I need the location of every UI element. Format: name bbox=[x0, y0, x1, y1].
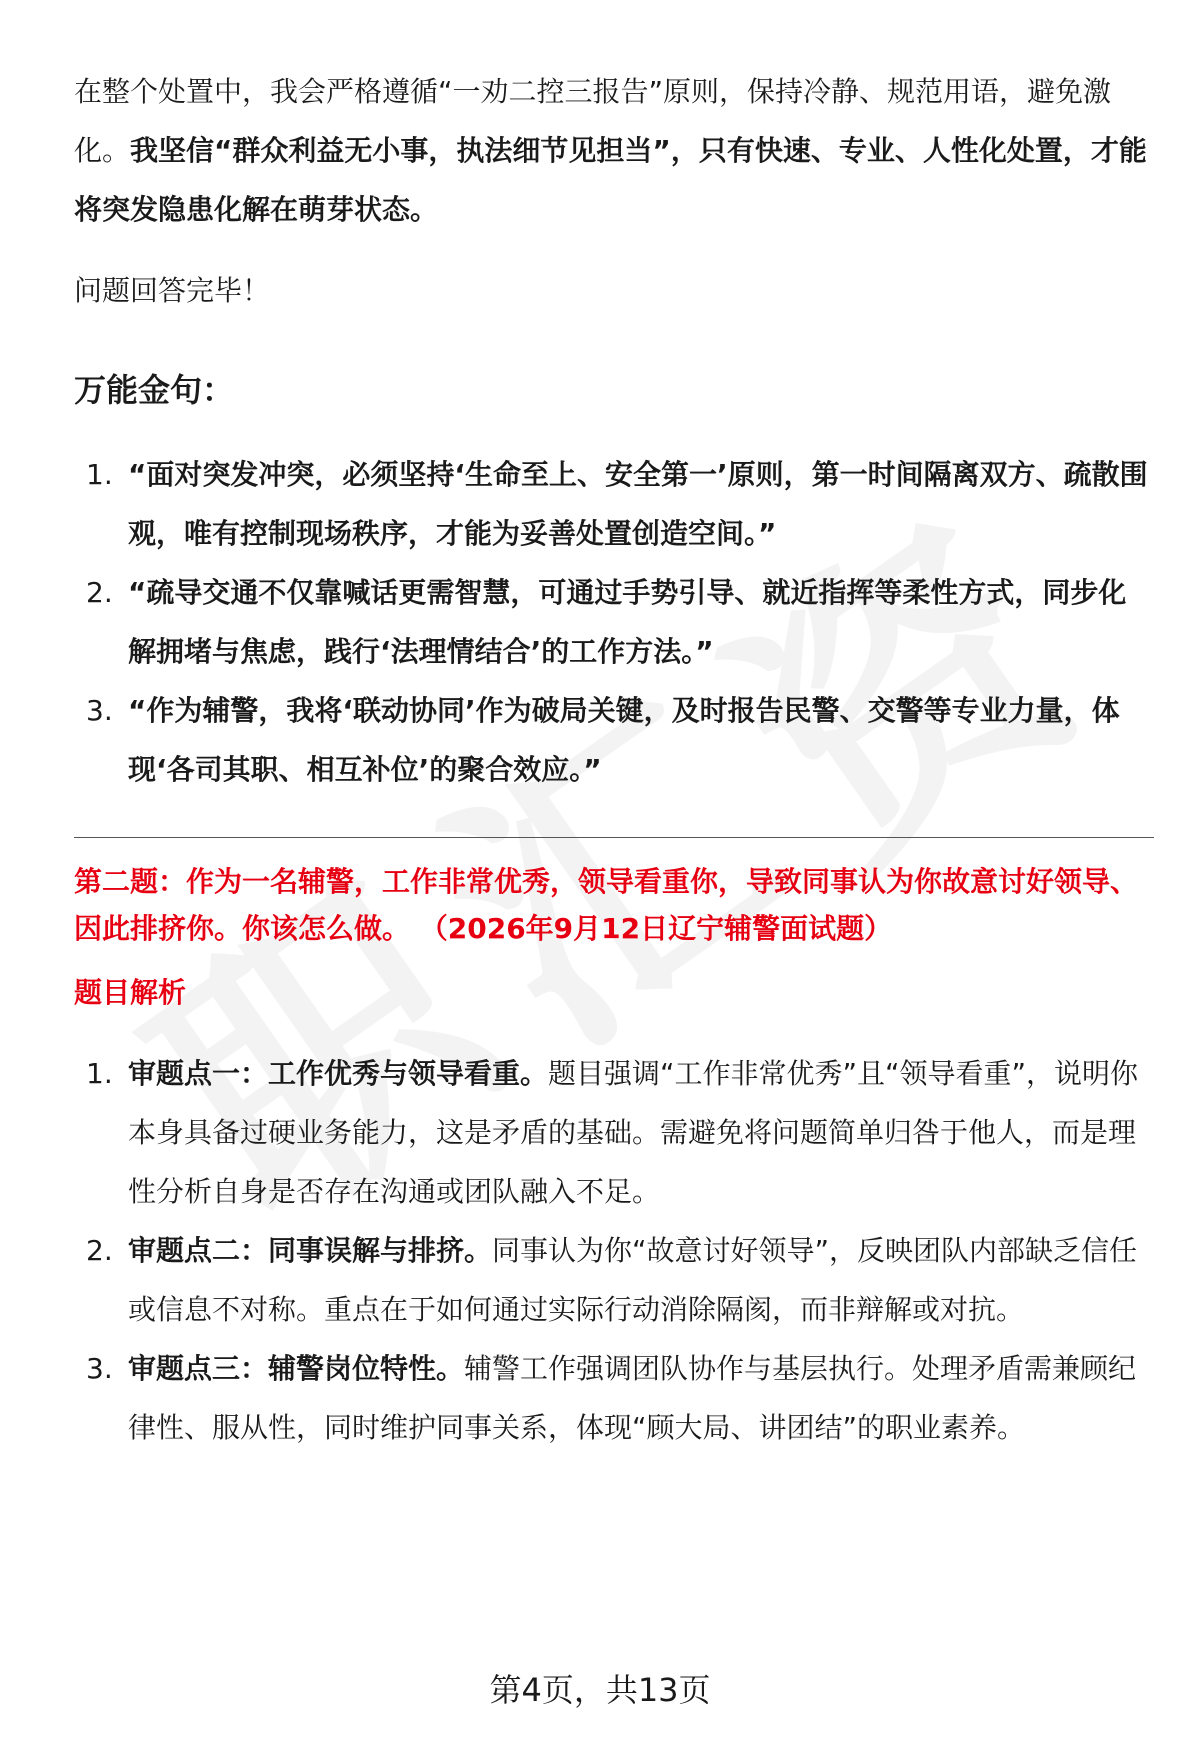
list-number: 3. bbox=[86, 1352, 113, 1385]
point-text: 同事认为你“故意讨好领导”，反映团队内部缺乏信任或信息不对称。重点在于如何通过实际行动消除隔阂，而非辩解或对抗。 bbox=[128, 1234, 1138, 1326]
list-number: 1. bbox=[86, 458, 113, 491]
closing-line: 问题回答完毕！ bbox=[74, 274, 271, 307]
golden-quotes-heading: 万能金句： bbox=[74, 371, 235, 409]
question2-title: 第二题：作为一名辅警，工作非常优秀，领导看重你，导致同事认为你故意讨好领导、因此排挤你。你该怎么做。 （2026年9月12日辽宁辅警面试题） bbox=[74, 865, 1139, 945]
point-label: 审题点二：同事误解与排挤。 bbox=[128, 1234, 493, 1267]
document-page bbox=[74, 62, 1154, 1457]
intro-paragraph bbox=[74, 62, 1154, 239]
list-item bbox=[74, 445, 1154, 563]
page-number: 第4页，共13页 bbox=[489, 1671, 711, 1709]
intro-bold-text: 我坚信“群众利益无小事，执法细节见担当”，只有快速、专业、人性化处置，才能将突发隐患化解在萌芽状态。 bbox=[74, 134, 1147, 226]
analysis-points-list bbox=[74, 1044, 1154, 1457]
section-divider bbox=[74, 837, 1154, 838]
list-number: 2. bbox=[86, 1234, 113, 1267]
quote-text: “疏导交通不仅靠喊话更需智慧，可通过手势引导、就近指挥等柔性方式，同步化解拥堵与焦虑，践行‘法理情结合’的工作方法。” bbox=[128, 576, 1127, 668]
quote-text: “面对突发冲突，必须坚持‘生命至上、安全第一’原则，第一时间隔离双方、疏散围观，唯有控制现场秩序，才能为妥善处置创造空间。” bbox=[128, 458, 1148, 550]
point-label: 审题点一：工作优秀与领导看重。 bbox=[128, 1057, 549, 1090]
list-number: 2. bbox=[86, 576, 113, 609]
intro-normal-text: 在整个处置中，我会严格遵循“一劝二控三报告”原则，保持冷静、规范用语，避免激化。 bbox=[74, 75, 1112, 167]
golden-quotes-list bbox=[74, 445, 1154, 799]
analysis-heading: 题目解析 bbox=[74, 976, 187, 1009]
list-item bbox=[74, 681, 1154, 799]
quote-text: “作为辅警，我将‘联动协同’作为破局关键，及时报告民警、交警等专业力量，体现‘各司其职、相互补位’的聚合效应。” bbox=[128, 694, 1120, 786]
list-item bbox=[74, 1044, 1154, 1221]
list-number: 1. bbox=[86, 1057, 113, 1090]
point-text: 辅警工作强调团队协作与基层执行。处理矛盾需兼顾纪律性、服从性，同时维护同事关系，体现“顾大局、讲团结”的职业素养。 bbox=[128, 1352, 1137, 1444]
list-item bbox=[74, 1221, 1154, 1339]
list-item bbox=[74, 563, 1154, 681]
point-text: 题目强调“工作非常优秀”且“领导看重”，说明你本身具备过硬业务能力，这是矛盾的基础。需避免将问题简单归咎于他人，而是理性分析自身是否存在沟通或团队融入不足。 bbox=[128, 1057, 1139, 1208]
point-label: 审题点三：辅警岗位特性。 bbox=[128, 1352, 465, 1385]
list-item bbox=[74, 1339, 1154, 1457]
list-number: 3. bbox=[86, 694, 113, 727]
